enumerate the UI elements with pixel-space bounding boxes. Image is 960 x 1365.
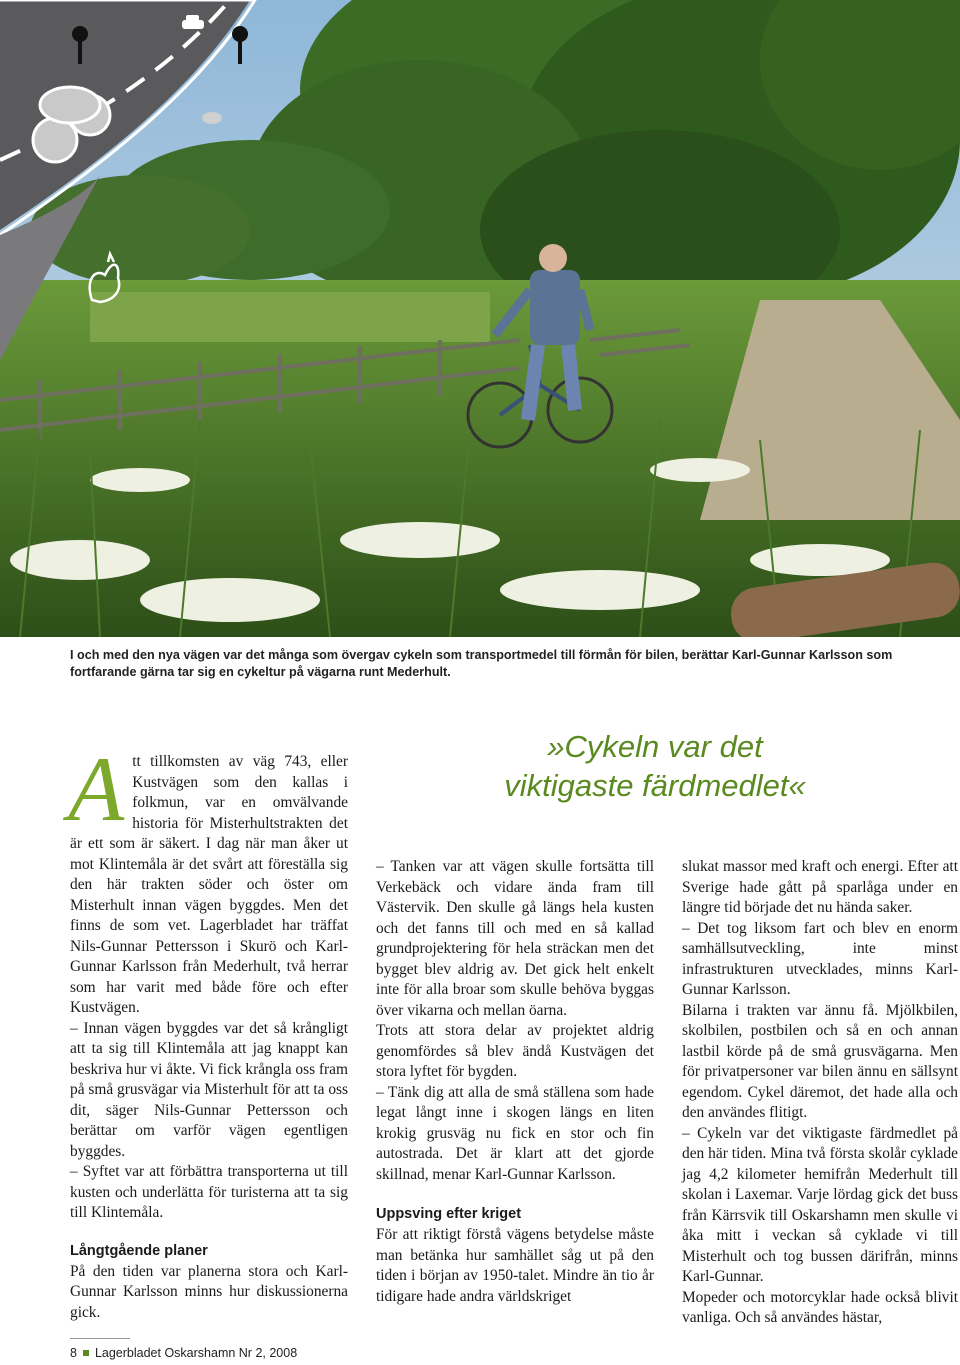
paragraph: Mopeder och motorcyklar hade också blivit vanliga. Och så användes hästar,: [682, 1288, 958, 1326]
publication-name: Lagerbladet Oskarshamn Nr 2, 2008: [94, 1346, 298, 1360]
subhead: Långtgående planer: [70, 1242, 208, 1259]
pull-quote: »Cykeln var det viktigaste färdmedlet«: [504, 729, 806, 803]
paragraph: slukat massor med kraft och energi. Efter att Sverige hade gått på sparlåga under en längre tid började det nu hända saker.: [682, 858, 958, 916]
paragraph: – Tanken var att vägen skulle fortsätta till Verkebäck och vidare ända fram till Västervik. Den skulle gå längs hela kusten och det fanns till och med en så kallad grundprojektering för hela sträckan men det bygget blev aldrig av. Det gick helt enkelt inte för alla broar som skulle behöva byggas över vikarna och mellan öarna.: [376, 858, 654, 1019]
subhead: Uppsving efter kriget: [376, 1206, 522, 1222]
article-column-1: [68, 738, 348, 1323]
footer-rule: [70, 1338, 130, 1339]
square-bullet-icon: [83, 1350, 89, 1356]
article-column-3: [682, 857, 958, 1329]
page-footer: [70, 1346, 297, 1360]
photo-caption: I och med den nya vägen var det många som övergav cykeln som transportmedel till förmån för bilen, berättar Karl-Gunnar Karlsson som fortfarande gärna tar sig en cykeltur på vägarna runt Mederhult.: [70, 648, 893, 679]
paragraph: För att riktigt förstå vägens betydelse måste man betänka hur samhället såg ut på den tiden i början av 1950-talet. Mindre än tio år tidigare hade andra världskriget: [376, 1226, 654, 1305]
photo-scene: [0, 0, 960, 637]
paragraph: – Cykeln var det viktigaste färdmedlet på den här tiden. Mina två första skolår cyklade jag 4,2 kilometer hemifrån Mederhult till skolan i Laxemar. Varje lördag gick det buss från Kärrsvik till Oskarshamn men skulle vi åka mitt i veckan så cyklade vi till Misterhult och tog bussen därifrån, minns Karl-Gunnar.: [682, 1124, 958, 1285]
paragraph: – Det tog liksom fart och blev en enorm samhällsutveckling, inte minst infrastrukturen utvecklades, minns Karl-Gunnar Karlsson.: [682, 919, 958, 998]
hero-photo: [0, 0, 960, 637]
paragraph: – Innan vägen byggdes var det så krångligt att ta sig till Klintemåla att jag knappt kan beskriva hur vi åkte. Vi fick krångla oss fram på små grusvägar via Misterhult för att ta oss dit, säger Nils-Gunnar Pettersson och berättar om varför vägen egentligen byggdes.: [70, 1019, 348, 1160]
paragraph: – Syftet var att förbättra transporterna ut till kusten och underlätta för turisterna att ta sig till Klintemåla.: [70, 1163, 348, 1221]
paragraph: På den tiden var planerna stora och Karl-Gunnar Karlsson minns hur diskussionerna gick.: [70, 1262, 348, 1321]
page-number: 8: [70, 1346, 77, 1360]
paragraph: Bilarna i trakten var ännu få. Mjölkbilen, skolbilen, postbilen och så en och annan lastbil körde på de små grusvägarna. Men för privatpersoner var bilen ännu en sällsynt egendom. Cykel däremot, det hade alla och den användes flitigt.: [682, 1001, 958, 1121]
article-column-2: [376, 857, 654, 1307]
drop-cap: A: [68, 738, 125, 840]
shoe-icon: [202, 112, 222, 124]
paragraph: tt tillkomsten av väg 743, eller Kustvägen som den kallas i folkmun, var en omvälvande historia för Misterhultstrakten det är ett som är säkert. I dag när man åker ut mot Klintemåla är det svårt att föreställa sig den här trakten söder och öster om Misterhult innan vägen byggdes. Men det finns de som vet. Lagerbladet har träffat Nils-Gunnar Pettersson i Skurö och Karl-Gunnar Karlsson från Mederhult, två herrar som har varit med både före och efter Kustvägen.: [70, 753, 348, 1016]
paragraph: Trots att stora delar av projektet aldrig genomfördes så blev ändå Kustvägen det stora lyftet för bygden.: [376, 1022, 654, 1080]
paragraph: – Tänk dig att alla de små ställena som hade legat långt inne i skogen längs en liten krokig grusväg nu fick en stor och fin autostrada. Det är klart att det gjorde skillnad, menar Karl-Gunnar Karlsson.: [376, 1083, 654, 1183]
